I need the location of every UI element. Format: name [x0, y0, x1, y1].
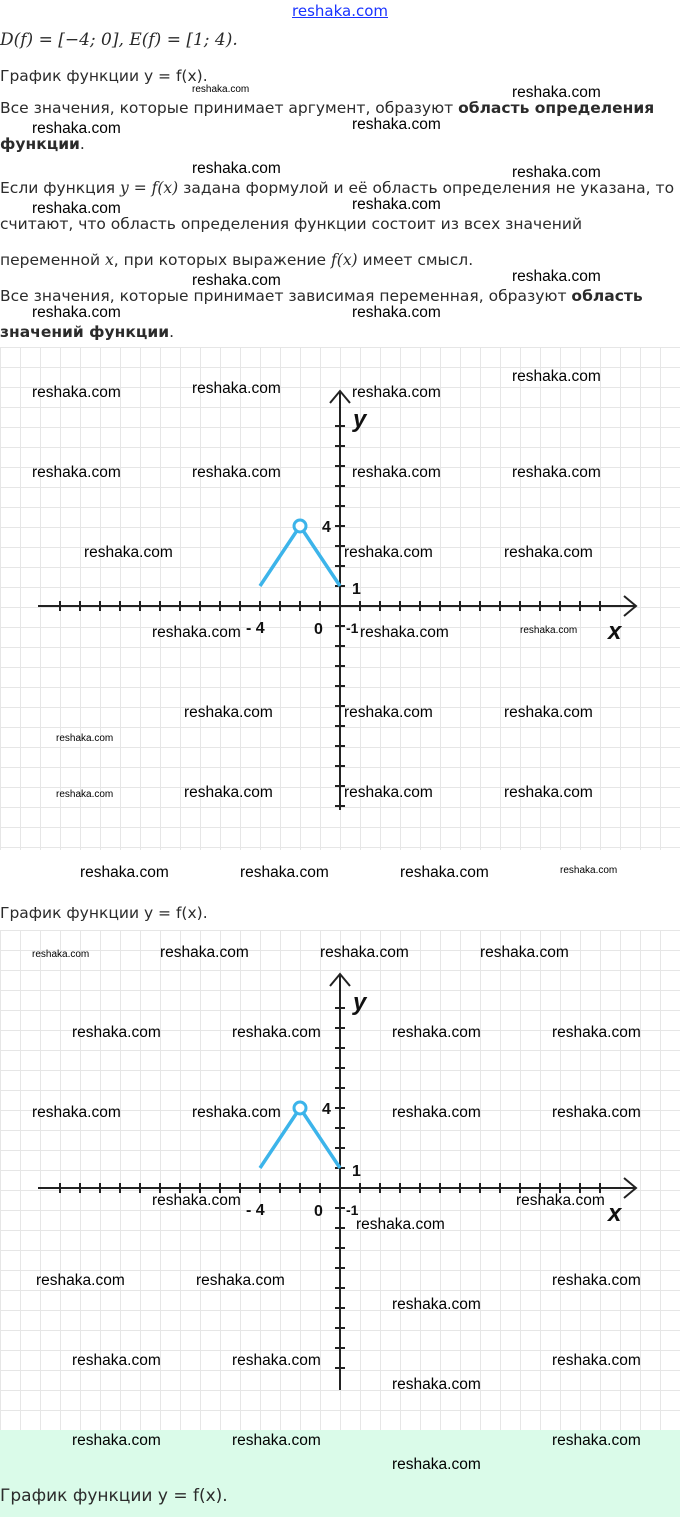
watermark: reshaka.com	[552, 1352, 641, 1369]
watermark: reshaka.com	[84, 544, 173, 561]
watermark: reshaka.com	[344, 784, 433, 801]
caption-text: График функции y = f(x).	[0, 1486, 228, 1506]
formula-domain-paragraph	[0, 170, 676, 278]
watermark: reshaka.com	[552, 1104, 641, 1121]
watermark: reshaka.com	[232, 1024, 321, 1041]
watermark: reshaka.com	[352, 464, 441, 481]
watermark: reshaka.com	[504, 704, 593, 721]
watermark: reshaka.com	[512, 368, 601, 385]
watermark: reshaka.com	[184, 784, 273, 801]
watermark: reshaka.com	[56, 789, 114, 800]
watermark: reshaka.com	[192, 1104, 281, 1121]
tick-label-four: 4	[322, 519, 331, 536]
math-variable: x	[105, 251, 114, 269]
watermark: reshaka.com	[192, 272, 281, 289]
tick-label-one: 1	[352, 581, 361, 598]
text-run: Если функция	[0, 179, 121, 197]
tick-label-minus4: - 4	[246, 620, 265, 637]
watermark: reshaka.com	[344, 544, 433, 561]
tick-label-minus1: -1	[346, 620, 359, 636]
open-point	[294, 520, 306, 532]
watermark: reshaka.com	[320, 944, 409, 961]
tick-label-minus4: - 4	[246, 1202, 265, 1219]
watermark: reshaka.com	[240, 864, 329, 881]
text-run: .	[169, 323, 175, 341]
watermark: reshaka.com	[504, 784, 593, 801]
watermark: reshaka.com	[552, 1272, 641, 1289]
watermark: reshaka.com	[392, 1456, 481, 1473]
math-expression: f(x)	[331, 251, 358, 269]
watermark: reshaka.com	[192, 464, 281, 481]
watermark: reshaka.com	[352, 384, 441, 401]
x-axis-label: x	[608, 1200, 622, 1227]
watermark: reshaka.com	[512, 84, 601, 101]
text-run: Все значения, которые принимает аргумент, образуют	[0, 99, 459, 117]
watermark: reshaka.com	[32, 464, 121, 481]
watermark: reshaka.com	[160, 944, 249, 961]
term-range: область значений функции	[0, 287, 643, 341]
watermark: reshaka.com	[344, 704, 433, 721]
watermark: reshaka.com	[512, 464, 601, 481]
watermark: reshaka.com	[392, 1376, 481, 1393]
watermark: reshaka.com	[184, 704, 273, 721]
watermark: reshaka.com	[392, 1024, 481, 1041]
function-graph	[0, 347, 680, 850]
tick-label-four: 4	[322, 1101, 331, 1118]
watermark: reshaka.com	[512, 268, 601, 285]
watermark: reshaka.com	[392, 1104, 481, 1121]
watermark: reshaka.com	[232, 1352, 321, 1369]
watermark: reshaka.com	[512, 164, 601, 181]
watermark: reshaka.com	[552, 1024, 641, 1041]
caption-text: График функции y = f(x).	[0, 904, 208, 922]
text-run: задана формулой и её область определения не указана, то считают, что область определения функции состоит из всех значений переменной	[0, 179, 675, 269]
watermark: reshaka.com	[80, 864, 169, 881]
watermark: reshaka.com	[192, 160, 281, 177]
watermark: reshaka.com	[504, 544, 593, 561]
watermark: reshaka.com	[560, 865, 618, 876]
watermark: reshaka.com	[56, 733, 114, 744]
graph-panel-1	[0, 347, 680, 850]
watermark: reshaka.com	[36, 1272, 125, 1289]
x-axis-label: x	[608, 618, 622, 645]
watermark: reshaka.com	[352, 116, 441, 133]
y-axis-label: y	[353, 989, 367, 1016]
watermark: reshaka.com	[520, 625, 578, 636]
watermark: reshaka.com	[32, 949, 90, 960]
watermark: reshaka.com	[360, 624, 449, 641]
tick-label-minus1: -1	[346, 1202, 359, 1218]
watermark: reshaka.com	[32, 1104, 121, 1121]
watermark: reshaka.com	[232, 1432, 321, 1449]
watermark: reshaka.com	[32, 304, 121, 321]
watermark: reshaka.com	[152, 1192, 241, 1209]
watermark: reshaka.com	[72, 1432, 161, 1449]
watermark: reshaka.com	[32, 120, 121, 137]
tick-label-one: 1	[352, 1163, 361, 1180]
math-expression: y = f(x)	[120, 179, 179, 197]
tick-label-zero: 0	[314, 621, 323, 638]
watermark: reshaka.com	[32, 200, 121, 217]
watermark: reshaka.com	[196, 1272, 285, 1289]
watermark: reshaka.com	[392, 1296, 481, 1313]
watermark: reshaka.com	[400, 864, 489, 881]
graph-caption-middle	[0, 895, 676, 931]
watermark: reshaka.com	[352, 304, 441, 321]
domain-range-line: D(f) = [−4; 0], E(f) = [1; 4).	[0, 30, 238, 50]
text-run: .	[79, 135, 85, 153]
watermark: reshaka.com	[356, 1216, 445, 1233]
watermark: reshaka.com	[192, 84, 250, 95]
watermark: reshaka.com	[152, 624, 241, 641]
tick-label-zero: 0	[314, 1203, 323, 1220]
watermark: reshaka.com	[352, 196, 441, 213]
text-run: имеет смысл.	[357, 251, 474, 269]
term-domain: область определения функции	[0, 99, 655, 153]
text-run: Все значения, которые принимает зависимая переменная, образуют	[0, 287, 572, 305]
watermark: reshaka.com	[192, 380, 281, 397]
y-axis-label: y	[353, 406, 367, 433]
watermark: reshaka.com	[516, 1192, 605, 1209]
site-link[interactable]: reshaka.com	[292, 2, 388, 20]
watermark: reshaka.com	[32, 384, 121, 401]
watermark: reshaka.com	[480, 944, 569, 961]
watermark: reshaka.com	[72, 1352, 161, 1369]
graph-caption-bottom	[0, 1478, 676, 1514]
caption-text: График функции y = f(x).	[0, 67, 208, 85]
open-point	[294, 1102, 306, 1114]
watermark: reshaka.com	[72, 1024, 161, 1041]
text-run: , при которых выражение	[113, 251, 332, 269]
watermark: reshaka.com	[552, 1432, 641, 1449]
